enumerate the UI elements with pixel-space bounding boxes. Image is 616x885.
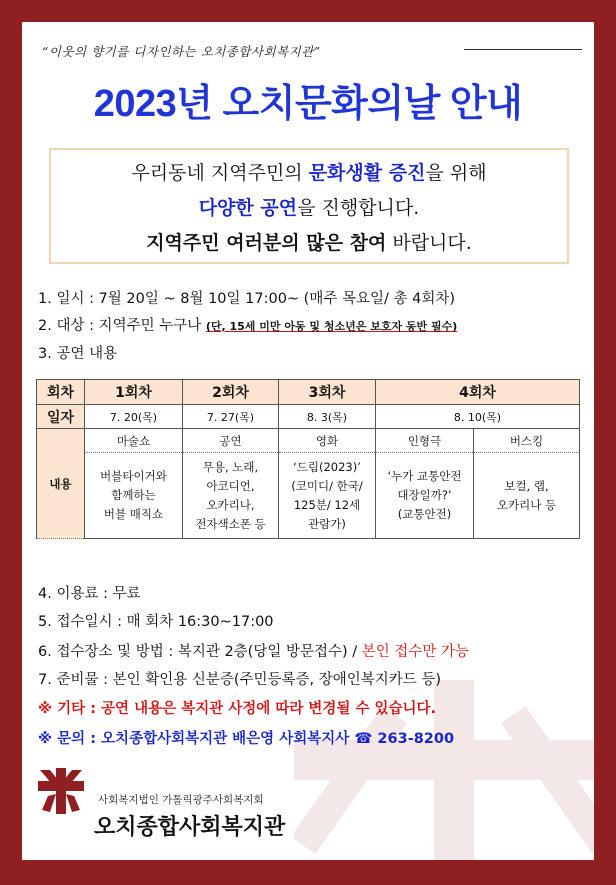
- caritas-logo-icon: [36, 766, 86, 816]
- notice-text: 우리동네 지역주민의: [131, 162, 309, 184]
- table-header-date: 일자: [37, 405, 85, 429]
- table-row: [37, 453, 580, 539]
- table-header-cell: 3회차: [279, 380, 376, 405]
- table-header-cell: 1회차: [85, 380, 183, 405]
- table-cell: 보컬, 랩, 오카리나 등: [474, 453, 580, 539]
- info-target-note: (단, 15세 미만 아동 및 청소년은 보호자 동반 필수): [205, 320, 458, 333]
- slogan-underline: [464, 49, 582, 50]
- table-header-round: 회차: [37, 380, 85, 405]
- table-cell: 공연: [183, 429, 279, 453]
- info-date: 1. 일시 : 7월 20일 ~ 8월 10일 17:00~ (매주 목요일/ 총 4회차): [38, 291, 455, 307]
- table-cell: 버스킹: [474, 429, 580, 453]
- info-prepare: 7. 준비물 : 본인 확인용 신분증(주민등록증, 장애인복지카드 등): [38, 672, 442, 688]
- info-target: [38, 314, 457, 335]
- notice-line-2: [51, 191, 567, 226]
- org-subtitle: 사회복지법인 가톨릭광주사회복지회: [98, 794, 264, 806]
- table-header-cell: 4회차: [376, 380, 580, 405]
- table-cell: 7. 27(목): [183, 405, 279, 429]
- table-cell: 8. 10(목): [376, 405, 580, 429]
- info-reception-place-note: 본인 접수만 가능: [361, 644, 470, 660]
- notice-text: 을 진행합니다.: [297, 197, 420, 219]
- table-cell: 인형극: [376, 429, 474, 453]
- table-cell: 버블타이거와 함께하는 버블 매직쇼: [85, 453, 183, 539]
- notice-emphasis: 다양한 공연: [198, 197, 298, 219]
- notice-emphasis: 문화생활 증진: [308, 162, 426, 184]
- org-name: 오치종합사회복지관: [94, 815, 286, 840]
- notice-line-1: [51, 156, 567, 191]
- table-cell: 마술쇼: [85, 429, 183, 453]
- info-target-text: 2. 대상 : 지역주민 누구나: [38, 318, 206, 334]
- poster-title: 2023년 오치문화의날 안내: [93, 83, 523, 125]
- table-row: [37, 429, 580, 453]
- table-header-content: 내용: [37, 429, 85, 539]
- slogan: “이웃의 향기를 디자인하는 오치종합사회복지관”: [42, 44, 321, 59]
- table-header-cell: 2회차: [183, 380, 279, 405]
- table-row: [37, 380, 580, 405]
- poster-body: [22, 22, 594, 860]
- notice-emphasis: 지역주민 여러분의 많은 참여: [146, 232, 387, 254]
- table-cell: 7. 20(목): [85, 405, 183, 429]
- notice-box: [49, 148, 569, 264]
- table-cell: ‘드림(2023)’ (코미디/ 한국/ 125분/ 12세 관람가): [279, 453, 376, 539]
- table-row: [37, 405, 580, 429]
- table-cell: 8. 3(목): [279, 405, 376, 429]
- info-reception-place: [38, 640, 469, 661]
- info-content-heading: 3. 공연 내용: [38, 346, 118, 362]
- info-inquiry: ※ 문의 : 오치종합사회복지관 배은영 사회복지사 ☎ 263-8200: [38, 731, 455, 747]
- schedule-table: [36, 379, 580, 539]
- notice-text: 바랍니다.: [386, 232, 472, 254]
- table-cell: 무용, 노래, 아코디언, 오카리나, 전자색소폰 등: [183, 453, 279, 539]
- info-fee: 4. 이용료 : 무료: [38, 586, 141, 602]
- table-cell: 영화: [279, 429, 376, 453]
- notice-text: 을 위해: [425, 162, 487, 184]
- info-reception-time: 5. 접수일시 : 매 회차 16:30~17:00: [38, 614, 274, 630]
- notice-line-3: [51, 226, 567, 261]
- table-cell: ‘누가 교통안전 대장일까?’ (교통안전): [376, 453, 474, 539]
- info-reception-place-text: 6. 접수장소 및 방법 : 복지관 2층(당일 방문접수) /: [38, 644, 362, 660]
- info-etc: ※ 기타 : 공연 내용은 복지관 사정에 따라 변경될 수 있습니다.: [38, 701, 437, 717]
